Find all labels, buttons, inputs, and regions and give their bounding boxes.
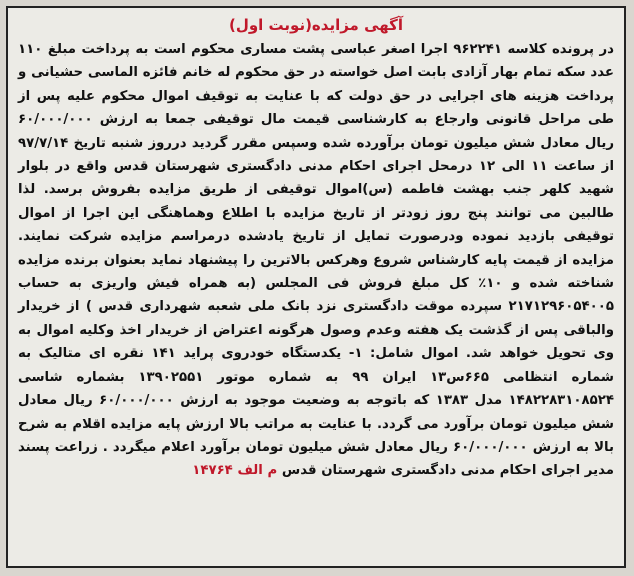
notice-body <box>18 38 614 483</box>
auction-notice <box>6 6 626 568</box>
notice-paragraph-1: در پرونده کلاسه ۹۶۲۲۴۱ اجرا اصغر عباسی پشت مساری محکوم است به پرداخت مبلغ ۱۱۰ عدد سکه تمام بهار آزادی بابت اصل خواسته در حق محکوم له خانم فائزه الماسی حشیانی و پرداخت هزینه های اجرایی در حق دولت که با عنایت به توقیف اموال محکوم علیه پس از طی مراحل قانونی وارجاع به کارشناسی قیمت مال توقیفی جمعا به ارزش ۶۰/۰۰۰/۰۰۰ ریال معادل شش میلیون تومان برآورده شده وسپس مقرر گردید درروز شنبه تاریخ ۹۷/۷/۱۴ از ساعت ۱۱ الی ۱۲ درمحل اجرای احکام مدنی دادگستری شهرستان قدس واقع در بلوار شهید کلهر جنب بهشت فاطمه (س)اموال توقیفی از طریق مزایده بفروش برسد. لذا طالبین می توانند پنج روز زودتر از تاریخ مزایده با اطلاع وهماهنگی این اجرا از اموال توقیفی بازدید نموده ودرصورت تمایل از تاریخ یادشده درمراسم مزایده شرکت نمایند. مزایده از قیمت پایه کارشناس شروع وهرکس بالاترین را پیشنهاد نماید بعنوان برنده مزایده شناخته شده و ۱۰٪ کل مبلغ فروش فی المجلس (به همراه فیش واریزی به حساب ۲۱۷۱۲۹۶۰۵۴۰۰۵ سپرده موقت دادگستری نزد بانک ملی شعبه شهرداری قدس ) از خریدار والباقی پس از گذشت یک هفته وعدم وصول هرگونه اعتراض از خریدار اخذ وکلیه اموال به وی تحویل خواهد شد. اموال شامل: ۱- یکدستگاه خودروی پراید ۱۴۱ نقره ای متالیک به شماره انتظامی ۶۶۵س۱۳ ایران ۹۹ به شماره موتور ۱۳۹۰۲۵۵۱ بشماره شاسی ۱۴۸۲۲۸۳۱۰۸۵۲۴ مدل ۱۳۸۳ که باتوجه به وضعیت موجود به ارزش ۶۰/۰۰۰/۰۰۰ ریال معادل شش میلیون تومان برآورد می گردد. <box>18 42 615 432</box>
notice-signature-code: م الف ۱۴۷۶۴ <box>192 463 278 479</box>
notice-title: آگهی مزایده(نوبت اول) <box>228 16 404 34</box>
notice-paragraph-2: با عنایت به مراتب بالا ارزش پایه مزایده اقلام به شرح بالا به ارزش ۶۰/۰۰۰/۰۰۰ ریال معادل شش میلیون تومان برآورد اعلام میگردد . زراعت پسند مدیر اجرای احکام مدنی دادگستری شهرستان قدس <box>18 416 615 479</box>
